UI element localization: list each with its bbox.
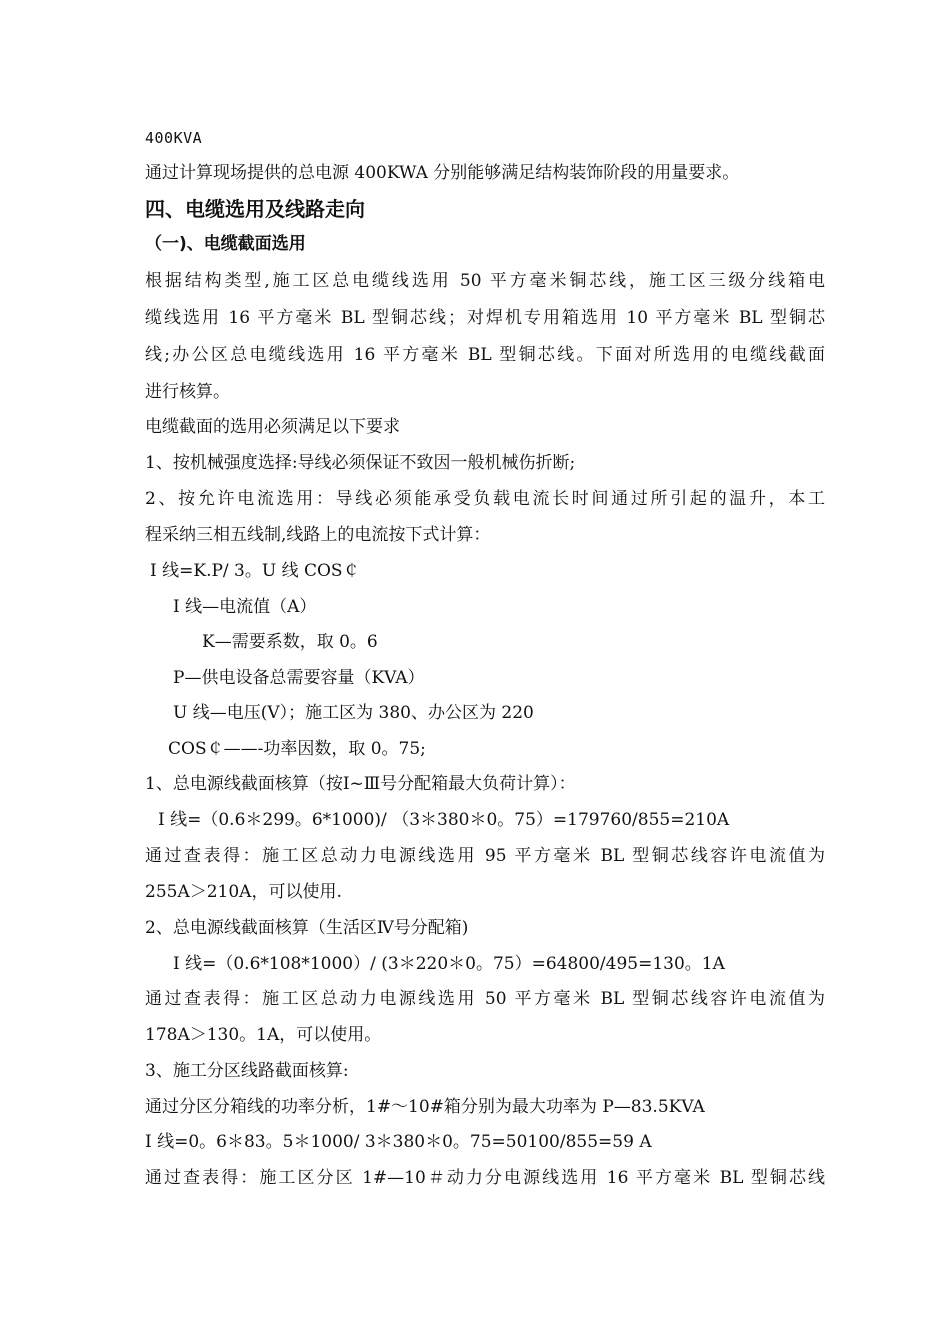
formula-legend: U 线—电压(V）；施工区为 380、办公区为 220	[173, 703, 534, 723]
text-line: 电缆截面的选用必须满足以下要求	[145, 417, 400, 437]
formula-legend: I 线—电流值（A）	[173, 597, 317, 617]
text-line: 400KVA	[145, 129, 203, 147]
formula-legend: K—需要系数，取 0。6	[202, 632, 378, 652]
formula-line: I 线=K.P/ 3。U 线 COS￠	[150, 561, 360, 581]
text-line: 1、按机械强度选择:导线必须保证不致因一般机械伤折断;	[145, 453, 576, 473]
section-heading: 四、电缆选用及线路走向	[145, 197, 365, 221]
text-line: 255A＞210A，可以使用.	[145, 882, 342, 902]
text-line: 通过分区分箱线的功率分析，1#～10#箱分别为最大功率为 P—83.5KVA	[145, 1097, 705, 1117]
formula-line: I 线=0。6＊83。5＊1000/ 3＊380＊0。75=50100/855=59 A	[145, 1132, 652, 1152]
formula-legend: COS￠——-功率因数，取 0。75;	[168, 739, 426, 759]
text-line: 2、总电源线截面核算（生活区Ⅳ号分配箱)	[145, 918, 469, 938]
subsection-heading: （一)、电缆截面选用	[145, 234, 306, 254]
text-line: 178A＞130。1A，可以使用。	[145, 1025, 382, 1045]
text-line: 进行核算。	[145, 382, 230, 402]
text-line: 程采纳三相五线制,线路上的电流按下式计算：	[145, 525, 491, 545]
text-line: 线;办公区总电缆线选用 16 平方毫米 BL 型铜芯线。下面对所选用的电缆线截面	[145, 345, 825, 365]
text-line: 根据结构类型,施工区总电缆线选用 50 平方毫米铜芯线，施工区三级分线箱电	[145, 271, 825, 291]
text-line: 通过查表得：施工区分区 1#—10＃动力分电源线选用 16 平方毫米 BL 型铜芯线	[145, 1168, 825, 1188]
text-line: 通过查表得：施工区总动力电源线选用 50 平方毫米 BL 型铜芯线容许电流值为	[145, 989, 825, 1009]
text-line: 1、总电源线截面核算（按Ⅰ~Ⅲ号分配箱最大负荷计算）：	[145, 774, 576, 794]
formula-line: I 线=（0.6*108*1000）/ (3＊220＊0。75）=64800/495=130。1A	[173, 954, 725, 974]
formula-legend: P—供电设备总需要容量（KVA）	[173, 668, 425, 688]
text-line: 通过查表得：施工区总动力电源线选用 95 平方毫米 BL 型铜芯线容许电流值为	[145, 846, 825, 866]
text-line: 缆线选用 16 平方毫米 BL 型铜芯线；对焊机专用箱选用 10 平方毫米 BL 型铜芯	[145, 308, 825, 328]
text-line: 3、施工分区线路截面核算:	[145, 1061, 349, 1081]
text-line: 通过计算现场提供的总电源 400KWA 分别能够满足结构装饰阶段的用量要求。	[145, 163, 740, 183]
formula-line: I 线=（0.6＊299。6*1000)/ （3＊380＊0。75）=179760/855=210A	[158, 810, 730, 830]
text-line: 2、按允许电流选用：导线必须能承受负载电流长时间通过所引起的温升，本工	[145, 489, 825, 509]
